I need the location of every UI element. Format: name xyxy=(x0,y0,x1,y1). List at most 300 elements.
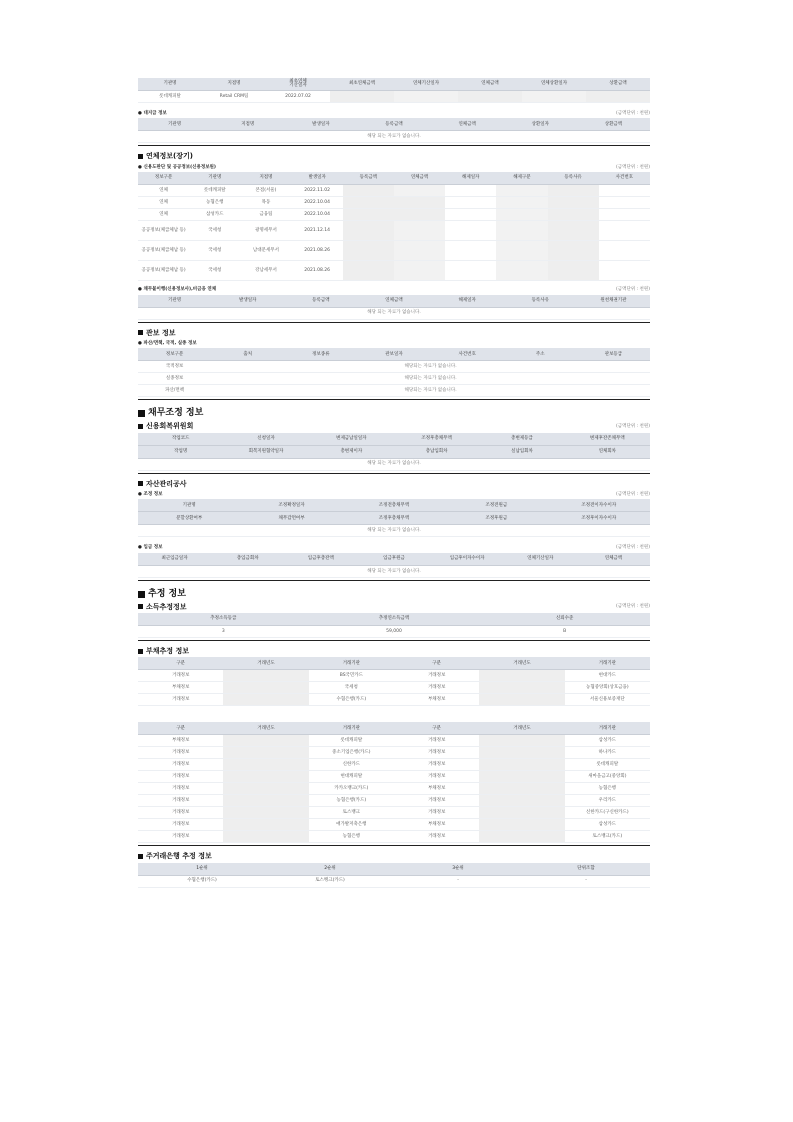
col-header: 정보구분 xyxy=(138,172,189,185)
subtitle-text: ● 파산/면책, 국적, 실종 정보 xyxy=(138,340,197,346)
table-row xyxy=(138,819,650,831)
table-row xyxy=(138,831,650,843)
col-header: 상환금액 xyxy=(586,78,650,91)
col-header: 총입금회차 xyxy=(211,553,284,566)
table-header-row xyxy=(138,118,650,131)
redacted-cell xyxy=(599,221,650,241)
table-cell: 토스뱅크 xyxy=(309,807,394,819)
redacted-cell xyxy=(445,185,496,197)
col-header: 조정전이자수이자 xyxy=(548,499,650,512)
section-title-text: 연체정보(장기) xyxy=(146,152,193,161)
overdue-subtitle xyxy=(138,165,650,170)
table-header-row xyxy=(138,613,650,626)
col-header: 연체상환일자 xyxy=(522,78,586,91)
table-row xyxy=(138,197,650,209)
col-header: 거래기관 xyxy=(309,722,394,735)
empty-message: 해당되는 자료가 없습니다. xyxy=(211,385,650,397)
table-header-row xyxy=(138,657,650,670)
table-cell: 거래정보 xyxy=(394,735,479,747)
payment-table xyxy=(138,553,650,578)
col-header: 구분 xyxy=(138,657,223,670)
section-title-text: 추정 정보 xyxy=(148,588,186,599)
col-header: 연체금액 xyxy=(577,553,650,566)
col-header: 분할상환여부 xyxy=(138,512,240,525)
main-bank-table xyxy=(138,863,650,888)
table-cell: 농협은행 xyxy=(309,831,394,843)
square-bullet-icon xyxy=(138,424,143,429)
table-cell: - xyxy=(394,875,522,887)
col-header: 총변제이자 xyxy=(309,445,394,458)
col-header: 변제후잔존채무액 xyxy=(565,433,650,446)
table-row xyxy=(138,373,650,385)
table-cell: 3 xyxy=(138,625,309,637)
table-cell: 롯데캐피탈 xyxy=(309,735,394,747)
section-title xyxy=(138,603,650,611)
table-cell: 국적정보 xyxy=(138,361,211,373)
table-cell: 거래정보 xyxy=(394,831,479,843)
empty-message: 해당 되는 자료가 없습니다. xyxy=(138,131,650,143)
table-row xyxy=(138,361,650,373)
kamco-table xyxy=(138,499,650,537)
redacted-cell xyxy=(496,197,547,209)
col-header: 입금후원금 xyxy=(357,553,430,566)
col-header: 작업코드 xyxy=(138,433,223,446)
redacted-cell xyxy=(394,209,445,221)
col-header: 등록금액 xyxy=(357,118,430,131)
redacted-cell xyxy=(394,221,445,241)
col-header: 신뢰수준 xyxy=(479,613,650,626)
table-cell: 롯데캐피탈 xyxy=(138,91,202,103)
col-header: 발생일자 xyxy=(211,295,284,308)
col-header: 입금후이자수이자 xyxy=(431,553,504,566)
table-cell: 부채정보 xyxy=(138,735,223,747)
col-header: 최초연체 기산일자 xyxy=(266,78,330,91)
col-header: 연체기산일자 xyxy=(504,553,577,566)
table-cell: Retail CRM팀 xyxy=(202,91,266,103)
unit-note: (금액단위 : 천원) xyxy=(616,545,650,551)
table-cell: 신한카드 xyxy=(309,759,394,771)
redacted-cell xyxy=(548,261,599,281)
table-row xyxy=(138,458,650,470)
table-header-row xyxy=(138,863,650,876)
col-header: 조정확정일자 xyxy=(240,499,342,512)
redacted-cell xyxy=(599,261,650,281)
table-row xyxy=(138,209,650,221)
table-cell: 거래정보 xyxy=(138,694,223,706)
empty-message: 해당 되는 자료가 없습니다. xyxy=(138,458,650,470)
table-header-row xyxy=(138,722,650,735)
table-cell: 거래정보 xyxy=(138,795,223,807)
redacted-cell xyxy=(223,682,308,694)
table-cell: 거래정보 xyxy=(138,807,223,819)
table-cell: 거래정보 xyxy=(138,819,223,831)
table-cell: 공공정보(체급체납 등) xyxy=(138,221,189,241)
redacted-cell xyxy=(479,831,564,843)
redacted-cell xyxy=(394,241,445,261)
col-header: 거래년도 xyxy=(223,657,308,670)
empty-message: 해당 되는 자료가 없습니다. xyxy=(138,565,650,577)
table-row xyxy=(138,525,650,537)
redacted-cell xyxy=(479,735,564,747)
col-header: 해제일자 xyxy=(445,172,496,185)
redacted-cell xyxy=(496,221,547,241)
col-header: 구분 xyxy=(394,722,479,735)
redacted-cell xyxy=(458,91,522,103)
table-row xyxy=(138,131,650,143)
subsection-title xyxy=(138,603,187,611)
col-header: 상환일자 xyxy=(504,118,577,131)
col-header: 총납입회차 xyxy=(394,445,479,458)
redacted-cell xyxy=(223,694,308,706)
col-header: 기관명 xyxy=(138,118,211,131)
col-header: 해제구분 xyxy=(496,172,547,185)
col-header: 지점명 xyxy=(202,78,266,91)
col-header: 연체회차 xyxy=(565,445,650,458)
section-title xyxy=(138,152,650,160)
col-header: 3순위 xyxy=(394,863,522,876)
table-cell: - xyxy=(522,875,650,887)
redacted-cell xyxy=(445,221,496,241)
subtitle-text: ● 조정 정보 xyxy=(138,491,163,497)
table-cell: 거래정보 xyxy=(394,795,479,807)
table-cell: 본점(서울) xyxy=(240,185,291,197)
table-cell: 삼성카드 xyxy=(565,819,650,831)
redacted-cell xyxy=(223,735,308,747)
redacted-cell xyxy=(548,209,599,221)
redacted-cell xyxy=(599,241,650,261)
overdue-summary-table xyxy=(138,78,650,103)
table-cell: 2021.08.26 xyxy=(292,241,343,261)
table-cell: 부채정보 xyxy=(394,694,479,706)
col-header: 해제일자 xyxy=(431,295,504,308)
empty-message: 해당 되는 자료가 없습니다. xyxy=(138,525,650,537)
col-header: 주소 xyxy=(504,348,577,361)
col-header: 입금후총잔액 xyxy=(284,553,357,566)
redacted-cell xyxy=(445,241,496,261)
redacted-cell xyxy=(223,670,308,682)
col-header: 조정전원금 xyxy=(445,499,547,512)
empty-message: 해당 되는 자료가 없습니다. xyxy=(138,307,650,319)
redacted-cell xyxy=(522,91,586,103)
section-divider xyxy=(138,473,650,474)
redacted-cell xyxy=(223,819,308,831)
col-header: 거래년도 xyxy=(223,722,308,735)
table-cell: 거래정보 xyxy=(138,670,223,682)
table-cell: 2022.10.04 xyxy=(292,197,343,209)
col-header: 기관명 xyxy=(138,78,202,91)
table-row xyxy=(138,241,650,261)
table-row xyxy=(138,385,650,397)
col-header: 거래기관 xyxy=(565,657,650,670)
col-header: 지점명 xyxy=(211,118,284,131)
table-cell: BS국민카드 xyxy=(309,670,394,682)
debt-estimate-table-1 xyxy=(138,657,650,706)
table-row xyxy=(138,625,650,637)
col-header: 거래년도 xyxy=(479,657,564,670)
table-cell: 부채정보 xyxy=(394,819,479,831)
table-cell: 거래정보 xyxy=(138,831,223,843)
col-header: 상환금액 xyxy=(577,118,650,131)
income-table xyxy=(138,613,650,638)
redacted-cell xyxy=(343,241,394,261)
redacted-cell xyxy=(479,795,564,807)
redacted-cell xyxy=(223,747,308,759)
gwanbo-subtitle xyxy=(138,341,650,346)
col-header: 관보등급 xyxy=(577,348,650,361)
redacted-cell xyxy=(223,759,308,771)
col-header: 실납입회차 xyxy=(479,445,564,458)
square-bullet-icon xyxy=(138,649,143,654)
table-cell: 2022.10.04 xyxy=(292,209,343,221)
square-bullet-icon xyxy=(138,330,143,335)
table-row xyxy=(138,759,650,771)
table-cell: 삼성카드 xyxy=(565,735,650,747)
col-header: 작업명 xyxy=(138,445,223,458)
square-bullet-icon xyxy=(138,854,143,859)
table-cell: 연체 xyxy=(138,209,189,221)
section-title xyxy=(138,480,650,488)
subtitle-text: ● 대지급 정보 xyxy=(138,111,167,116)
col-header: 조정후이자수이자 xyxy=(548,512,650,525)
section-title xyxy=(138,852,650,860)
debt-estimate-table-2 xyxy=(138,722,650,843)
table-cell: 거래정보 xyxy=(394,682,479,694)
col-header: 사건번호 xyxy=(599,172,650,185)
section-title xyxy=(138,422,650,430)
table-cell: 거래정보 xyxy=(394,670,479,682)
ccrs-table xyxy=(138,433,650,471)
redacted-cell xyxy=(599,209,650,221)
table-cell: 롯데캐피탈 xyxy=(565,759,650,771)
section-title-text: 소득추정정보 xyxy=(146,602,187,611)
col-header: 연체금액 xyxy=(394,172,445,185)
col-header: 채무감면여부 xyxy=(240,512,342,525)
table-cell: 연체 xyxy=(138,197,189,209)
overdue-long-table xyxy=(138,172,650,281)
section-title xyxy=(138,589,650,600)
table-row xyxy=(138,783,650,795)
col-header: 조정후총채무액 xyxy=(343,512,445,525)
table-cell: 연체 xyxy=(138,185,189,197)
col-header: 연체금액 xyxy=(357,295,430,308)
table-row xyxy=(138,261,650,281)
table-cell: 중소기업은행(카드) xyxy=(309,747,394,759)
section-title xyxy=(138,408,650,419)
redacted-cell xyxy=(343,185,394,197)
redacted-cell xyxy=(479,682,564,694)
redacted-cell xyxy=(330,91,394,103)
table-cell: 애가발저축은행 xyxy=(309,819,394,831)
redacted-cell xyxy=(496,241,547,261)
table-cell: 토스뱅크(카드) xyxy=(565,831,650,843)
redacted-cell xyxy=(479,771,564,783)
square-bullet-icon xyxy=(138,410,145,417)
redacted-cell xyxy=(343,209,394,221)
table-cell: 2022.11.02 xyxy=(292,185,343,197)
table-row xyxy=(138,307,650,319)
redacted-cell xyxy=(548,221,599,241)
col-header: 관보일자 xyxy=(357,348,430,361)
table-row xyxy=(138,185,650,197)
redacted-cell xyxy=(479,670,564,682)
table-row xyxy=(138,807,650,819)
col-header: 지점명 xyxy=(240,172,291,185)
redacted-cell xyxy=(548,197,599,209)
redacted-cell xyxy=(445,209,496,221)
table-cell: 거래정보 xyxy=(138,747,223,759)
payment-subtitle xyxy=(138,545,650,550)
col-header: 기관명 xyxy=(189,172,240,185)
table-header-row xyxy=(138,499,650,512)
redacted-cell xyxy=(479,747,564,759)
table-row xyxy=(138,91,650,103)
section-title-text: 신용회복위원회 xyxy=(146,422,194,431)
daejigeum-subtitle xyxy=(138,111,650,116)
square-bullet-icon xyxy=(138,481,143,486)
table-cell: 거래정보 xyxy=(138,759,223,771)
table-header-row xyxy=(138,512,650,525)
table-cell: 농협은행 xyxy=(565,783,650,795)
redacted-cell xyxy=(223,795,308,807)
col-header: 최근입금일자 xyxy=(138,553,211,566)
square-bullet-icon xyxy=(138,604,143,609)
redacted-cell xyxy=(394,91,458,103)
table-cell: 거래정보 xyxy=(394,759,479,771)
col-header: 변제금납일일자 xyxy=(309,433,394,446)
table-row xyxy=(138,670,650,682)
table-cell: 2021.08.26 xyxy=(292,261,343,281)
table-cell: 거래정보 xyxy=(138,771,223,783)
table-cell: 국세청 xyxy=(189,241,240,261)
unit-note: (금액단위 : 천원) xyxy=(616,164,650,170)
table-cell: 하나카드 xyxy=(565,747,650,759)
table-cell: 부채정보 xyxy=(394,783,479,795)
table-cell: 카카오뱅크(카드) xyxy=(309,783,394,795)
unit-note: (금액단위 : 천원) xyxy=(616,287,650,293)
table-row xyxy=(138,221,650,241)
col-header: 등록사유 xyxy=(504,295,577,308)
col-header: 연체금액 xyxy=(431,118,504,131)
table-row xyxy=(138,735,650,747)
redacted-cell xyxy=(394,261,445,281)
table-header-row xyxy=(138,172,650,185)
table-header-row xyxy=(138,78,650,91)
col-header: 정보구분 xyxy=(138,348,211,361)
col-header: 등록금액 xyxy=(284,295,357,308)
table-header-row xyxy=(138,348,650,361)
col-header: 발생일자 xyxy=(292,172,343,185)
col-header: 회복지원협약일자 xyxy=(223,445,308,458)
section-title-text: 주거래은행 추정 정보 xyxy=(146,852,212,861)
square-bullet-icon xyxy=(138,591,145,598)
table-cell: 수협은행(카드) xyxy=(138,875,266,887)
table-cell: 우리카드 xyxy=(565,795,650,807)
table-cell: 금융팀 xyxy=(240,209,291,221)
table-cell: 공공정보(체급체납 등) xyxy=(138,261,189,281)
gwanbo-table xyxy=(138,348,650,397)
empty-message: 해당되는 자료가 없습니다. xyxy=(211,361,650,373)
table-cell: 현대카드 xyxy=(565,670,650,682)
table-cell: 롯데캐피탈 xyxy=(189,185,240,197)
table-cell: 실종정보 xyxy=(138,373,211,385)
table-header-row xyxy=(138,295,650,308)
table-row xyxy=(138,565,650,577)
redacted-cell xyxy=(479,759,564,771)
subsection-title xyxy=(138,422,193,430)
table-row xyxy=(138,771,650,783)
table-cell: 토스뱅크(카드) xyxy=(266,875,394,887)
redacted-cell xyxy=(586,91,650,103)
table-header-row xyxy=(138,433,650,446)
table-cell: 거래정보 xyxy=(394,807,479,819)
table-cell: 국세청 xyxy=(189,221,240,241)
col-header: 추정소득등급 xyxy=(138,613,309,626)
redacted-cell xyxy=(599,185,650,197)
col-header: 조정후원금 xyxy=(445,512,547,525)
table-cell: 공공정보(체급체납 등) xyxy=(138,241,189,261)
table-cell: 광명세무서 xyxy=(240,221,291,241)
unit-note: (금액단위 : 천원) xyxy=(616,604,650,609)
table-cell: 농협은행 xyxy=(189,197,240,209)
table-cell: 파산/면책 xyxy=(138,385,211,397)
table-cell: 국세청 xyxy=(309,682,394,694)
redacted-cell xyxy=(496,261,547,281)
table-cell: 국세청 xyxy=(189,261,240,281)
redacted-cell xyxy=(479,694,564,706)
table-cell: 현대캐피탈 xyxy=(309,771,394,783)
redacted-cell xyxy=(479,807,564,819)
col-header: 구분 xyxy=(138,722,223,735)
unit-note: (금액단위 : 천원) xyxy=(616,423,650,429)
section-title-text: 관보 정보 xyxy=(146,328,176,337)
table-cell: 서울신용보증재단 xyxy=(565,694,650,706)
col-header: 거래기관 xyxy=(565,722,650,735)
unit-note: (금액단위 : 천원) xyxy=(616,111,650,116)
section-title-text: 부채추정 정보 xyxy=(146,646,190,655)
col-header: 발생일자 xyxy=(284,118,357,131)
table-cell: 삼성카드 xyxy=(189,209,240,221)
table-cell: 강남세무서 xyxy=(240,261,291,281)
col-header: 기관명 xyxy=(138,499,240,512)
col-header: 구분 xyxy=(394,657,479,670)
redacted-cell xyxy=(548,185,599,197)
col-header: 출처 xyxy=(211,348,284,361)
col-header: 조정전총채무액 xyxy=(343,499,445,512)
section-divider xyxy=(138,322,650,323)
redacted-cell xyxy=(445,197,496,209)
redacted-cell xyxy=(223,831,308,843)
table-cell: 2022.07.02 xyxy=(266,91,330,103)
redacted-cell xyxy=(343,221,394,241)
table-header-row xyxy=(138,553,650,566)
subtitle-text: ● 채무불이행(신용정보사),비금융 연체 xyxy=(138,287,217,293)
table-cell: 2021.12.14 xyxy=(292,221,343,241)
redacted-cell xyxy=(223,771,308,783)
col-header: 거래년도 xyxy=(479,722,564,735)
table-row xyxy=(138,747,650,759)
daejigeum-table xyxy=(138,118,650,143)
table-cell: 새마을금고(중앙회) xyxy=(565,771,650,783)
redacted-cell xyxy=(223,807,308,819)
redacted-cell xyxy=(548,241,599,261)
col-header: 조정후총채무액 xyxy=(394,433,479,446)
table-cell: 거래정보 xyxy=(138,783,223,795)
section-title xyxy=(138,329,650,337)
table-cell: 농협은행(카드) xyxy=(309,795,394,807)
table-row xyxy=(138,694,650,706)
redacted-cell xyxy=(479,783,564,795)
table-header-row xyxy=(138,445,650,458)
